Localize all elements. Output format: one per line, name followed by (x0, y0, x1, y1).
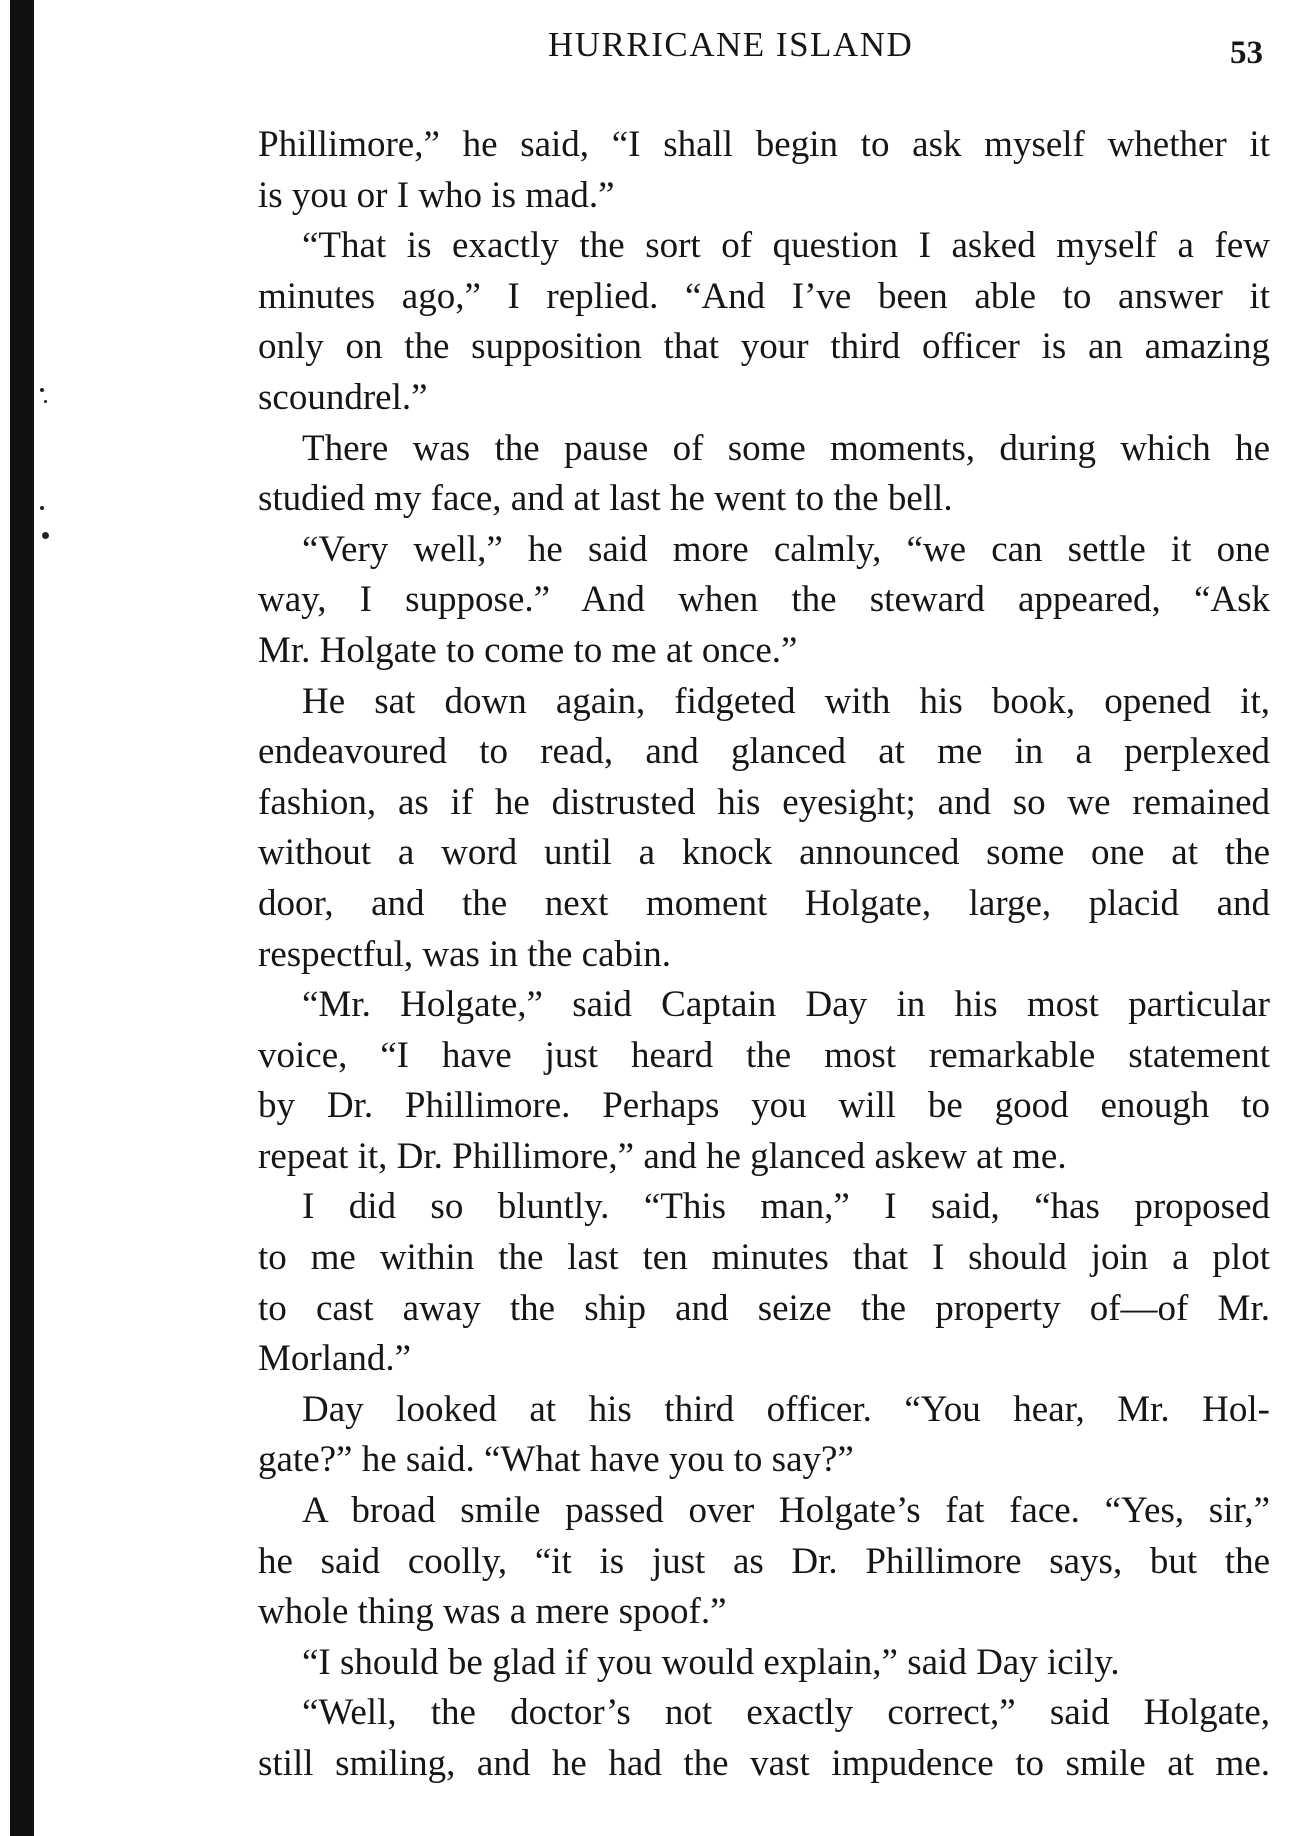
text-line: “Well, the doctor’s not exactly correct,” said Holgate, (302, 1692, 1270, 1734)
text-line: Phillimore,” he said, “I shall begin to ask myself whether it (258, 124, 1270, 165)
text-line: door, and the next moment Holgate, large, placid and (258, 882, 1270, 924)
body-text (258, 120, 1270, 1790)
scan-speck (44, 400, 47, 403)
scan-speck (40, 506, 44, 510)
text-line: only on the supposition that your third officer is an amazing (258, 326, 1270, 368)
text-line: A broad smile passed over Holgate’s fat face. “Yes, sir,” (302, 1490, 1270, 1532)
running-header (0, 22, 1302, 72)
binding-edge-shadow (10, 0, 34, 1836)
text-line: he said coolly, “it is just as Dr. Phillimore says, but the (258, 1540, 1270, 1582)
text-line: to me within the last ten minutes that I should join a plot (258, 1237, 1270, 1279)
text-line: There was the pause of some moments, during which he (302, 427, 1270, 469)
text-line: still smiling, and he had the vast impudence to smile at me. (258, 1743, 1270, 1784)
text-line: “That is exactly the sort of question I asked myself a few (302, 225, 1270, 267)
text-line: endeavoured to read, and glanced at me in a perplexed (258, 731, 1270, 773)
text-line: way, I suppose.” And when the steward appeared, “Ask (258, 579, 1270, 621)
text-line: Morland.” (258, 1338, 412, 1380)
text-line: without a word until a knock announced some one at the (258, 832, 1270, 874)
text-line: voice, “I have just heard the most remarkable statement (258, 1034, 1270, 1076)
text-line: Day looked at his third officer. “You hear, Mr. Hol- (302, 1388, 1270, 1430)
text-line: respectful, was in the cabin. (258, 933, 672, 975)
text-line: “Very well,” he said more calmly, “we can settle it one (302, 528, 1270, 570)
page-number: 53 (1230, 35, 1263, 71)
text-line: scoundrel.” (258, 376, 428, 418)
text-line: repeat it, Dr. Phillimore,” and he glanced askew at me. (258, 1135, 1067, 1177)
text-line: is you or I who is mad.” (258, 174, 615, 216)
scan-speck (40, 388, 44, 392)
running-title: HURRICANE ISLAND (548, 25, 914, 64)
text-line: minutes ago,” I replied. “And I’ve been able to answer it (258, 275, 1270, 317)
text-line: I did so bluntly. “This man,” I said, “has proposed (302, 1186, 1270, 1228)
text-line: fashion, as if he distrusted his eyesight; and so we remained (258, 781, 1270, 823)
text-line: He sat down again, fidgeted with his book, opened it, (302, 680, 1270, 722)
text-line: “Mr. Holgate,” said Captain Day in his most particular (302, 984, 1270, 1026)
text-line: gate?” he said. “What have you to say?” (258, 1439, 854, 1481)
text-line: whole thing was a mere spoof.” (258, 1591, 727, 1633)
scan-speck (42, 532, 49, 539)
text-line: Mr. Holgate to come to me at once.” (258, 629, 798, 671)
text-line: to cast away the ship and seize the property of—of Mr. (258, 1287, 1270, 1329)
text-line: “I should be glad if you would explain,” said Day icily. (302, 1641, 1120, 1683)
text-line: studied my face, and at last he went to the bell. (258, 478, 953, 520)
text-line: by Dr. Phillimore. Perhaps you will be good enough to (258, 1085, 1270, 1127)
